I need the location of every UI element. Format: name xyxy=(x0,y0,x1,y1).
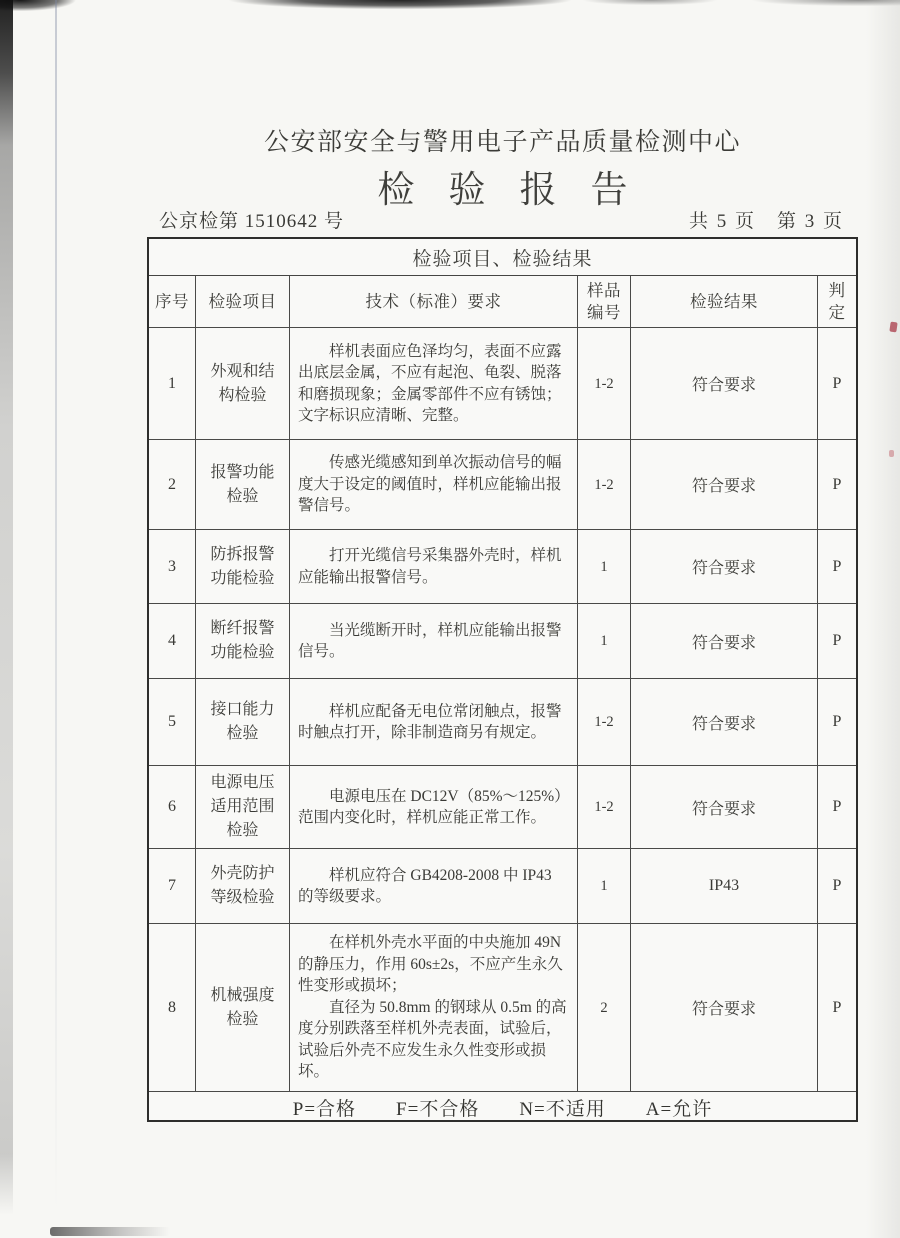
row-judgment: P xyxy=(818,328,856,440)
row-judgment: P xyxy=(818,849,856,924)
row-requirement xyxy=(290,766,578,849)
row-requirement xyxy=(290,530,578,604)
row-requirement xyxy=(290,679,578,766)
row-no: 7 xyxy=(149,849,196,924)
row-item: 断纤报警功能检验 xyxy=(196,604,290,679)
requirement-paragraph: 样机表面应色泽均匀，表面不应露出底层金属，不应有起泡、龟裂、脱落和磨损现象；金属零部件不应有锈蚀；文字标识应清晰、完整。 xyxy=(298,342,562,424)
page-count: 共 5 页 第 3 页 xyxy=(688,211,844,232)
header-result: 检验结果 xyxy=(631,276,818,328)
header-judgment: 判定 xyxy=(818,276,856,328)
row-result: 符合要求 xyxy=(631,604,818,679)
row-sample-no: 1-2 xyxy=(578,679,631,766)
table-row xyxy=(149,849,856,924)
row-item: 机械强度检验 xyxy=(196,924,290,1092)
row-judgment: P xyxy=(818,924,856,1092)
requirement-paragraph: 样机应配备无电位常闭触点，报警时触点打开，除非制造商另有规定。 xyxy=(298,702,562,741)
header-sample-no: 样品编号 xyxy=(578,276,631,328)
header-no: 序号 xyxy=(149,276,196,328)
red-ink-speck xyxy=(889,322,897,333)
requirement-paragraph: 打开光缆信号采集器外壳时，样机应能输出报警信号。 xyxy=(298,547,562,586)
row-no: 4 xyxy=(149,604,196,679)
row-sample-no: 1 xyxy=(578,530,631,604)
row-sample-no: 2 xyxy=(578,924,631,1092)
row-no: 3 xyxy=(149,530,196,604)
row-no: 8 xyxy=(149,924,196,1092)
row-requirement xyxy=(290,440,578,530)
requirement-paragraph: 当光缆断开时，样机应能输出报警信号。 xyxy=(298,621,562,660)
row-judgment: P xyxy=(818,604,856,679)
row-result: 符合要求 xyxy=(631,766,818,849)
row-judgment: P xyxy=(818,679,856,766)
row-result: 符合要求 xyxy=(631,328,818,440)
row-sample-no: 1-2 xyxy=(578,766,631,849)
table-row xyxy=(149,604,856,679)
table-row xyxy=(149,924,856,1092)
table-row xyxy=(149,328,856,440)
header-item: 检验项目 xyxy=(196,276,290,328)
row-judgment: P xyxy=(818,766,856,849)
table-row xyxy=(149,440,856,530)
requirement-paragraph: 直径为 50.8mm 的钢球从 0.5m 的高度分别跌落至样机外壳表面，试验后，试验后外壳不应发生永久性变形或损坏。 xyxy=(298,998,567,1081)
row-no: 6 xyxy=(149,766,196,849)
row-sample-no: 1-2 xyxy=(578,440,631,530)
row-result: 符合要求 xyxy=(631,440,818,530)
table-title: 检验项目、检验结果 xyxy=(149,239,856,276)
row-no: 5 xyxy=(149,679,196,766)
table-row xyxy=(149,530,856,604)
requirement-paragraph: 在样机外壳水平面的中央施加 49N 的静压力，作用 60s±2s，不应产生永久性变形或损坏； xyxy=(298,934,563,995)
row-judgment: P xyxy=(818,530,856,604)
row-sample-no: 1-2 xyxy=(578,328,631,440)
row-item: 外观和结构检验 xyxy=(196,328,290,440)
row-item: 报警功能检验 xyxy=(196,440,290,530)
report-number: 公京检第 1510642 号 xyxy=(159,211,345,232)
organization-title: 公安部安全与警用电子产品质量检测中心 xyxy=(263,129,741,156)
table-row xyxy=(149,766,856,849)
row-judgment: P xyxy=(818,440,856,530)
scan-shadow-top xyxy=(0,0,900,12)
requirement-paragraph: 电源电压在 DC12V（85%～125%）范围内变化时，样机应能正常工作。 xyxy=(298,787,562,826)
header-requirement: 技术（标准）要求 xyxy=(290,276,578,328)
row-sample-no: 1 xyxy=(578,849,631,924)
row-result: 符合要求 xyxy=(631,924,818,1092)
table-header-row xyxy=(149,276,856,328)
requirement-paragraph: 样机应符合 GB4208-2008 中 IP43 的等级要求。 xyxy=(298,866,552,905)
row-no: 2 xyxy=(149,440,196,530)
row-item: 外壳防护等级检验 xyxy=(196,849,290,924)
judgment-legend: P=合格 F=不合格 N=不适用 A=允许 xyxy=(292,1099,713,1120)
row-result: 符合要求 xyxy=(631,679,818,766)
scan-smudge-bottom xyxy=(50,1227,170,1236)
red-ink-speck xyxy=(889,450,894,457)
row-result: IP43 xyxy=(631,849,818,924)
scan-shadow-left xyxy=(0,0,13,1215)
row-item: 接口能力检验 xyxy=(196,679,290,766)
inspection-table xyxy=(147,237,858,1122)
row-result: 符合要求 xyxy=(631,530,818,604)
report-title: 检验报告 xyxy=(377,170,662,211)
row-item: 防拆报警功能检验 xyxy=(196,530,290,604)
row-requirement xyxy=(290,924,578,1092)
requirement-paragraph: 传感光缆感知到单次振动信号的幅度大于设定的阈值时，样机应能输出报警信号。 xyxy=(298,454,562,515)
row-requirement xyxy=(290,328,578,440)
page-fold-line xyxy=(55,0,57,1212)
table-row xyxy=(149,679,856,766)
scan-shade-right xyxy=(866,0,900,1238)
row-sample-no: 1 xyxy=(578,604,631,679)
row-no: 1 xyxy=(149,328,196,440)
row-item: 电源电压适用范围检验 xyxy=(196,766,290,849)
reference-row xyxy=(147,206,858,234)
row-requirement xyxy=(290,849,578,924)
row-requirement xyxy=(290,604,578,679)
